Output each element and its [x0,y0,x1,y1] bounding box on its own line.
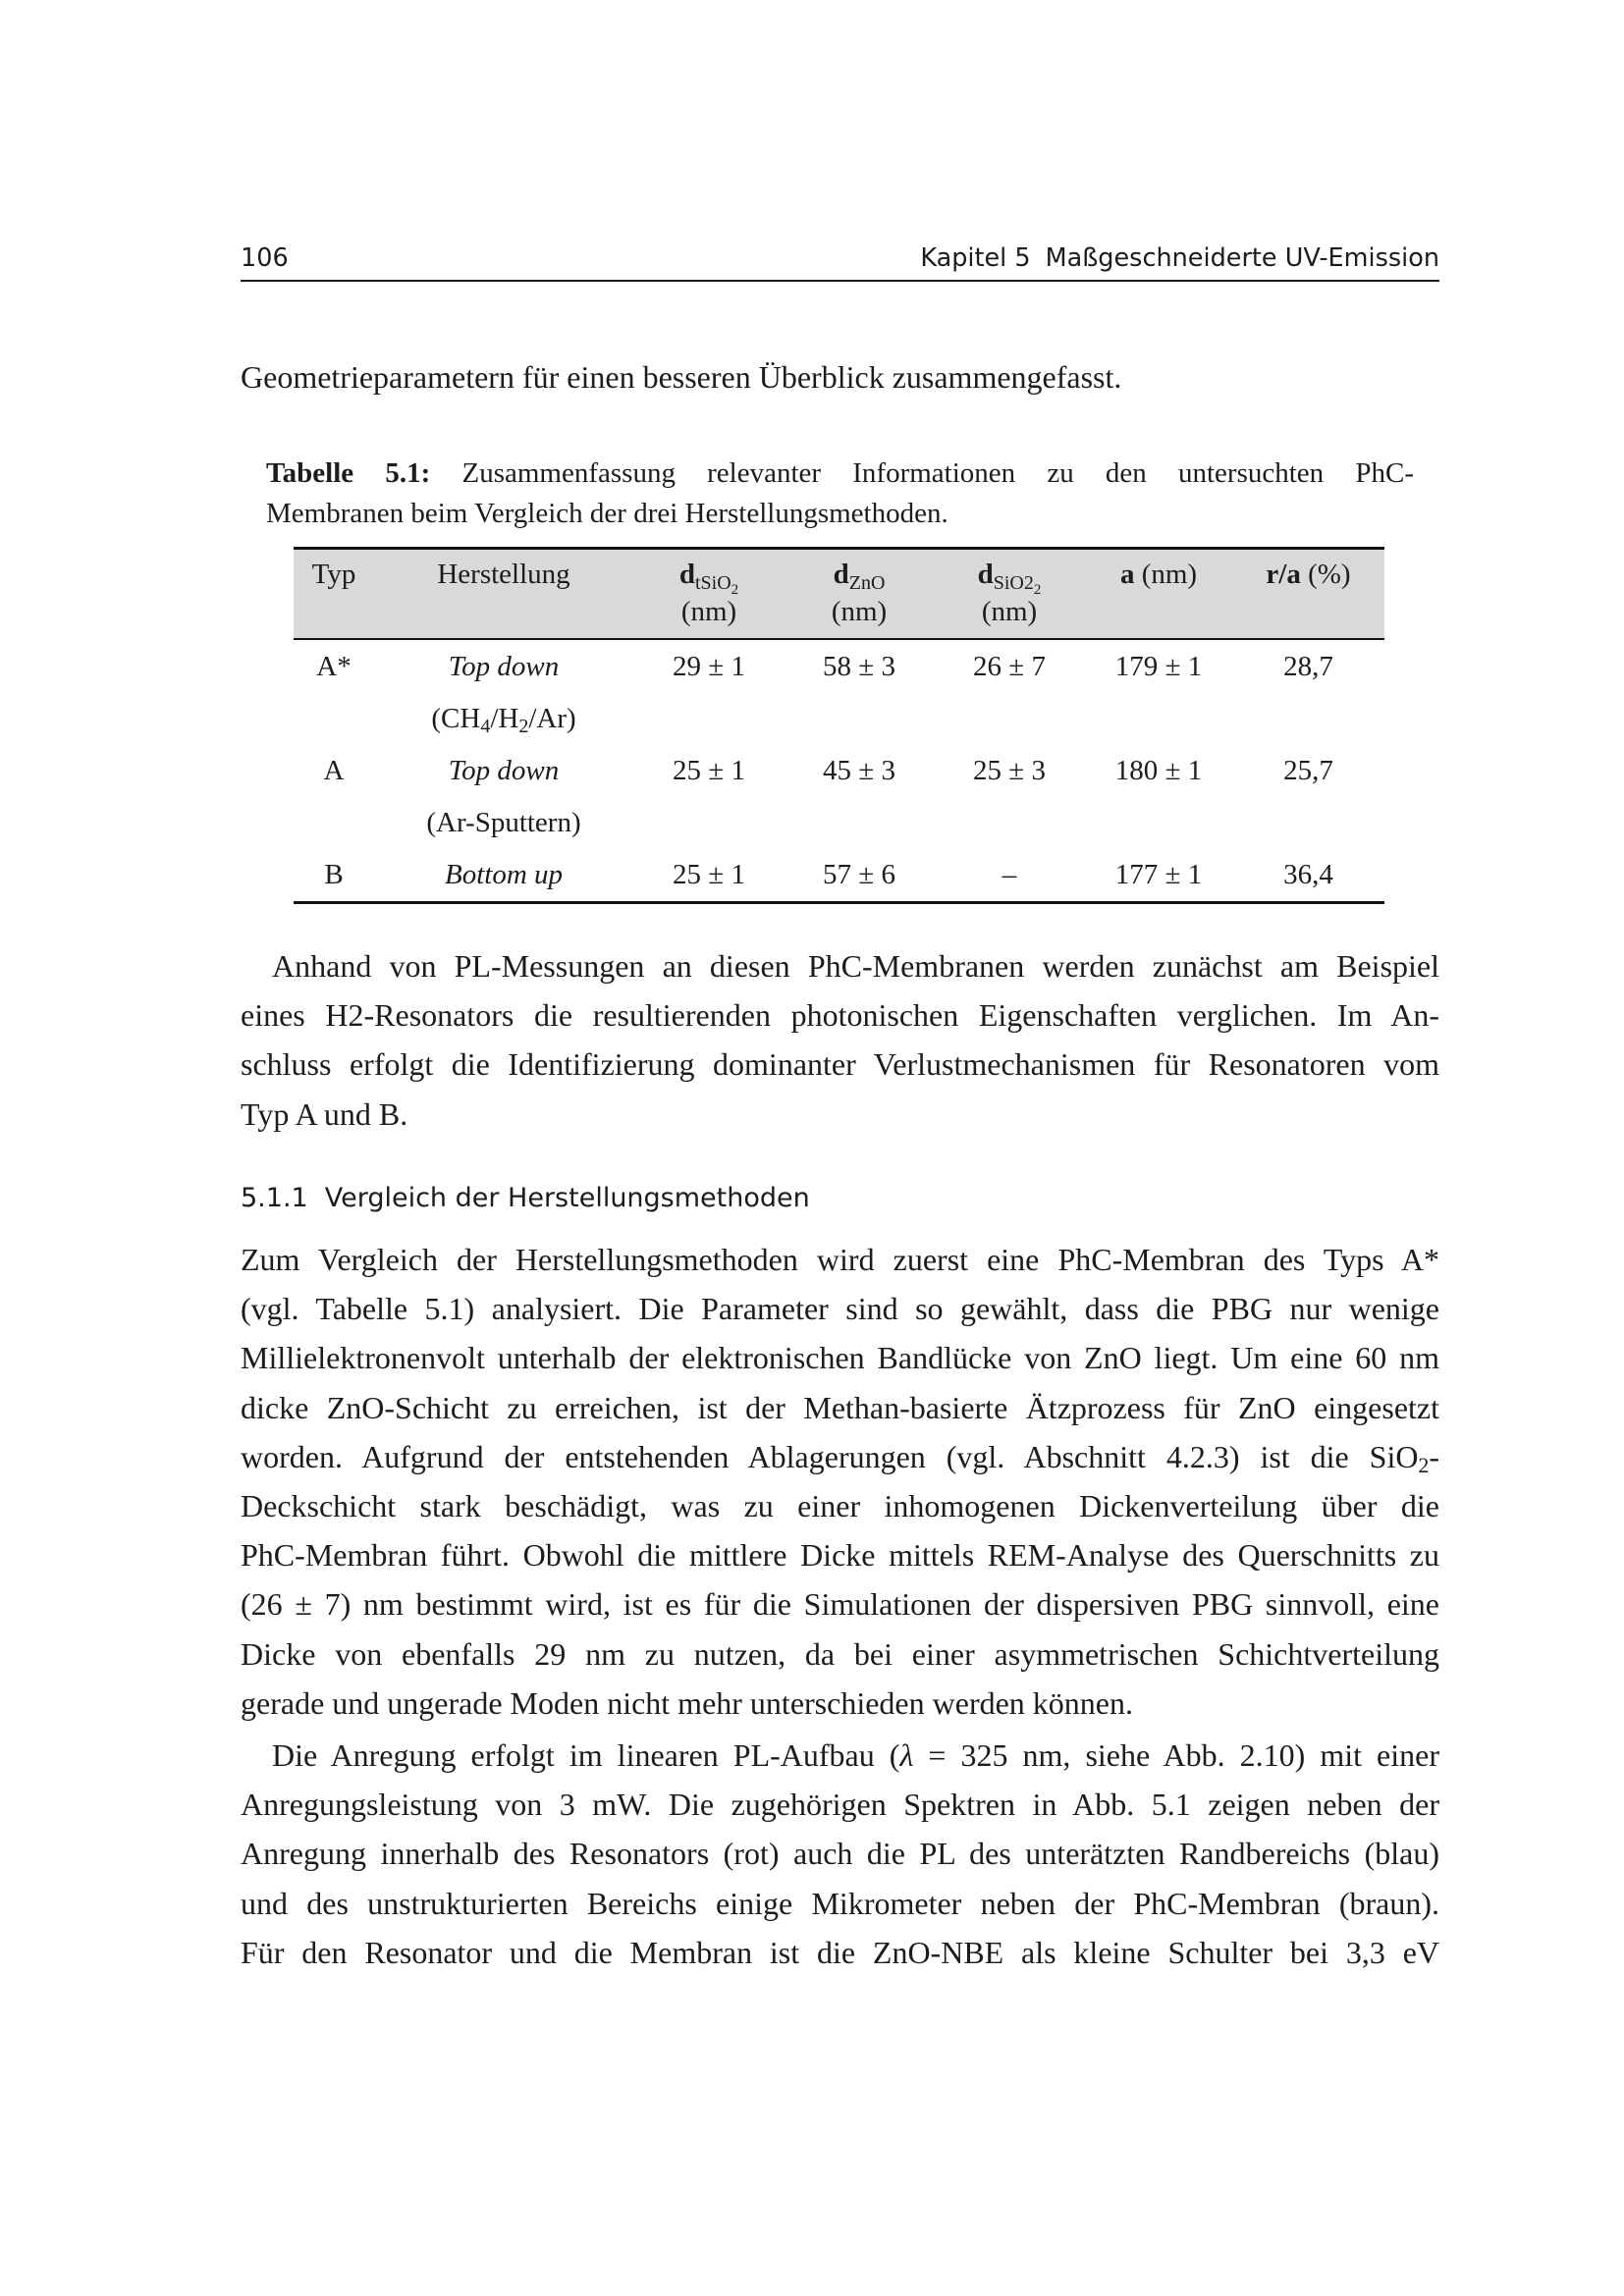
text-line: Für den Resonator und die Membran ist die ZnO-NBE als kleine Schulter bei 3,3 eV [241,1934,1439,1970]
header-subscript: SiO2 [993,572,1034,594]
header-label: Herstellung [437,559,570,590]
table-row [294,745,1384,849]
cell-d-zno: 58 ± 3 [823,651,895,682]
table-row [294,641,1384,745]
running-header [241,243,1439,273]
cell-a: 179 ± 1 [1114,651,1203,682]
paragraph-continuation [241,352,1439,401]
text-line: und des unstrukturierten Bereichs einige Mikrometer neben der PhC-Membran (braun). [241,1885,1439,1921]
text-line: Anhand von PL-Messungen an diesen PhC-Membranen werden zunächst am Beispiel [272,948,1439,984]
text-line: Anregung innerhalb des Resonators (rot) auch die PL des unterätzten Randbereichs (blau) [241,1836,1439,1872]
subscript: 2 [1418,1453,1430,1477]
table-header-row [294,547,1384,640]
detail-text: /H [490,703,519,734]
text-line: Millielektronenvolt unterhalb der elektronischen Bandlücke von ZnO liegt. Um eine 60 nm [241,1340,1439,1376]
header-unit: (nm) [1141,559,1198,590]
table-caption [266,454,1414,533]
header-subscript: tSiO [694,572,731,594]
section-number: 5.1.1 [241,1183,308,1213]
column-header-herstellung [374,556,633,638]
cell-d-zno: 57 ± 6 [823,859,895,890]
text-line: (vgl. Tabelle 5.1) analysiert. Die Parameter sind so gewählt, dass die PBG nur wenige [241,1291,1439,1327]
section-heading [241,1181,1439,1216]
text-line: (26 ± 7) nm bestimmt wird, ist es für die Simulationen der dispersiven PBG sinnvoll, eine [241,1586,1439,1623]
cell-a: 177 ± 1 [1114,859,1203,890]
caption-label: Tabelle 5.1: [266,457,431,489]
detail-subscript: 4 [480,716,491,737]
header-symbol: r/a [1266,559,1301,590]
caption-text: Zusammenfassung relevanter Informationen zu den untersuchten PhC- [461,457,1414,489]
header-symbol-line [785,556,934,593]
text-line: Dicke von ebenfalls 29 nm zu nutzen, da bei einer asymmetrischen Schichtverteilung [241,1635,1439,1672]
column-header-r-over-a [1232,556,1384,638]
table-row [294,849,1384,901]
column-header-d-sio22 [934,556,1085,638]
cell-r-over-a: 36,4 [1283,859,1333,890]
caption-line [266,454,1414,494]
method-label: Top down [448,651,560,682]
header-subsubscript: 2 [1033,582,1042,598]
header-unit: (nm) [831,596,888,627]
method-detail: (Ar-Sputtern) [426,807,581,838]
page-number: 106 [241,243,289,273]
text-line: Geometrieparametern für einen besseren Überblick zusammengefasst. [241,359,1122,395]
cell-typ: A* [316,651,352,682]
paragraph-excitation [241,1731,1439,1977]
header-symbol: a [1119,559,1135,590]
cell-herstellung [374,745,633,849]
header-symbol-line [633,556,785,598]
chapter-title: Maßgeschneiderte UV-Emission [1045,243,1439,273]
text-line: Deckschicht stark beschädigt, was zu einer inhomogenen Dickenverteilung über die [241,1488,1439,1524]
column-header-d-tsio2 [633,556,785,638]
method-label: Top down [448,755,560,786]
header-label: Typ [311,559,356,590]
cell-herstellung [374,849,633,901]
column-header-d-zno [785,556,934,638]
text-line: Typ A und B. [241,1095,408,1132]
text-line: Die Anregung erfolgt im linearen PL-Aufbau (λ = 325 nm, siehe Abb. 2.10) mit einer [272,1737,1440,1773]
summary-table [294,547,1384,904]
text-line: Zum Vergleich der Herstellungsmethoden wird zuerst eine PhC-Membran des Typs A* [241,1242,1439,1277]
cell-d-sio22: 26 ± 7 [973,651,1046,682]
text-line: dicke ZnO-Schicht zu erreichen, ist der Methan-basierte Ätzprozess für ZnO eingesetzt [241,1389,1439,1425]
chapter-heading [920,243,1439,273]
cell-d-sio22: 25 ± 3 [973,755,1046,786]
header-unit: (%) [1308,559,1351,590]
cell-typ: A [323,755,345,786]
cell-d-zno: 45 ± 3 [823,755,895,786]
cell-typ: B [324,859,344,890]
cell-d-tsio2: 25 ± 1 [673,755,745,786]
cell-a: 180 ± 1 [1114,755,1203,786]
header-rule [241,280,1439,282]
detail-text: /Ar) [528,703,576,734]
text-line: worden. Aufgrund der entstehenden Ablagerungen (vgl. Abschnitt 4.2.3) ist die SiO$_2$- [241,1438,1439,1477]
column-header-typ [294,556,374,638]
detail-text: (CH [431,703,481,734]
paragraph-comparison [241,1235,1439,1728]
header-subscript: ZnO [848,572,886,594]
header-symbol-line [934,556,1085,598]
text-line: PhC-Membran führt. Obwohl die mittlere Dicke mittels REM-Analyse des Querschnitts zu [241,1537,1439,1574]
text-line: eines H2-Resonators die resultierenden photonischen Eigenschaften verglichen. Im An- [241,997,1439,1034]
header-subsubscript: 2 [731,582,739,598]
detail-subscript: 2 [518,716,529,737]
header-symbol: d [833,559,849,590]
cell-d-tsio2: 25 ± 1 [673,859,745,890]
table-body [294,640,1384,904]
header-symbol: d [678,559,695,590]
paragraph-pl-measurements [241,941,1439,1139]
section-title: Vergleich der Herstellungsmethoden [324,1183,810,1213]
caption-line: Membranen beim Vergleich der drei Herstellungsmethoden. [266,497,948,529]
method-detail [374,693,633,745]
cell-d-tsio2: 29 ± 1 [673,651,745,682]
math-symbol: λ [899,1737,914,1773]
text-line: Anregungsleistung von 3 mW. Die zugehörigen Spektren in Abb. 5.1 zeigen neben der [241,1787,1439,1823]
header-unit: (nm) [680,596,737,627]
cell-d-sio22: – [1001,859,1017,890]
cell-r-over-a: 28,7 [1283,651,1333,682]
text-line: schluss erfolgt die Identifizierung dominanter Verlustmechanismen für Resonatoren vom [241,1046,1439,1083]
method-label: Bottom up [444,859,564,890]
chapter-label: Kapitel 5 [920,243,1031,273]
cell-r-over-a: 25,7 [1283,755,1333,786]
column-header-a [1085,556,1232,638]
header-symbol: d [977,559,994,590]
cell-herstellung [374,641,633,745]
text-line: gerade und ungerade Moden nicht mehr unterschieden werden können. [241,1684,1133,1721]
header-unit: (nm) [981,596,1038,627]
